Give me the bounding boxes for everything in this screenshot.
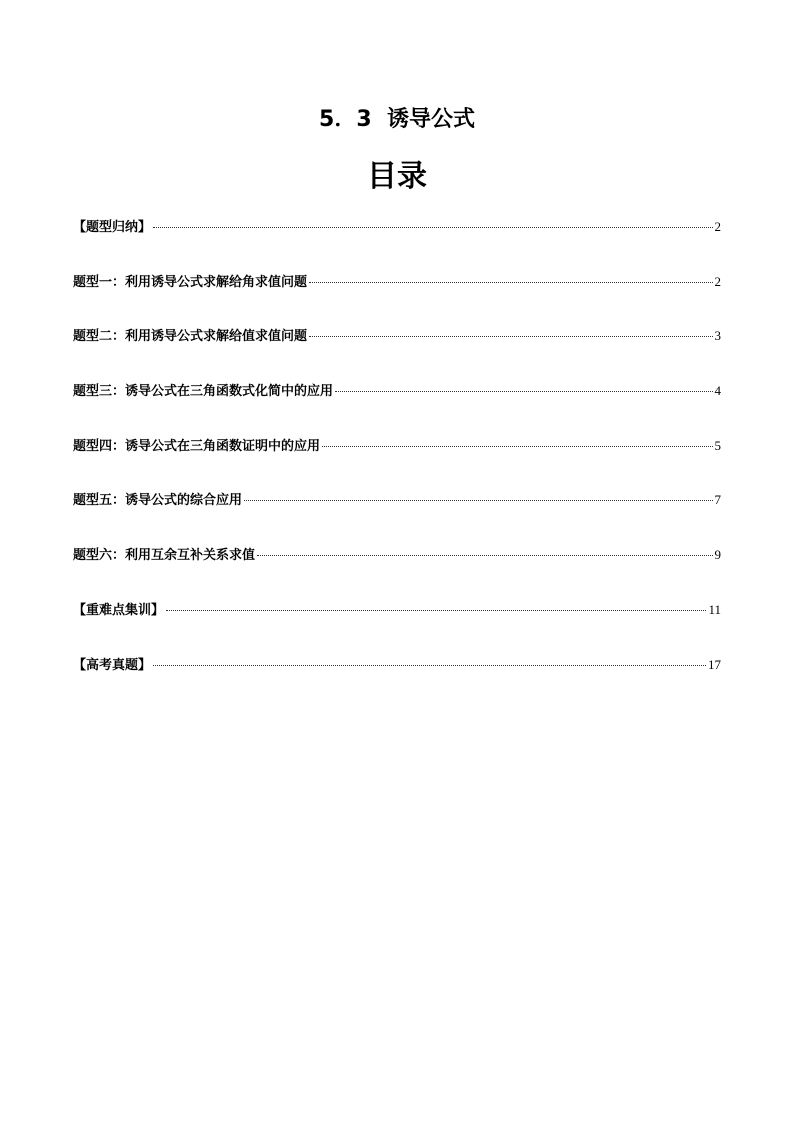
toc-dot-leader [244,500,712,501]
toc-entry-label: 【高考真题】 [73,657,152,673]
toc-page-number: 2 [714,219,721,234]
toc-entry-label: 题型四：诱导公式在三角函数证明中的应用 [73,438,321,454]
toc-entry-type-3[interactable] [73,380,721,400]
toc-entry-key-difficult-training[interactable] [73,599,721,619]
toc-entry-label: 【重难点集训】 [73,602,165,618]
toc-dot-leader [335,391,712,392]
toc-entry-label: 题型一：利用诱导公式求解给角求值问题 [73,274,308,290]
toc-entry-gaokao-questions[interactable] [73,654,721,674]
toc-entry-label: 题型三：诱导公式在三角函数式化简中的应用 [73,384,334,400]
toc-entry-type-5[interactable] [73,489,721,509]
toc-page-number: 9 [714,547,721,563]
toc-dot-leader [153,227,712,228]
toc-entry-type-2[interactable] [73,325,721,345]
toc-entry-label: 题型五：诱导公式的综合应用 [73,493,243,509]
toc-entry-label: 题型二：利用诱导公式求解给值求值问题 [73,329,308,345]
toc-page-number: 11 [708,601,721,617]
toc-list [73,216,721,708]
toc-entry-question-types[interactable] [73,216,721,236]
toc-dot-leader [322,446,712,447]
toc-page-number: 4 [714,383,721,399]
toc-dot-leader [309,336,712,337]
toc-dot-leader [309,282,712,283]
toc-page-number: 5 [714,437,721,453]
toc-entry-type-1[interactable] [73,271,721,291]
toc-entry-label: 【题型归纳】 [73,220,152,235]
toc-dot-leader [153,665,706,666]
toc-entry-type-4[interactable] [73,435,721,455]
toc-page-number: 3 [714,328,721,344]
toc-entry-type-6[interactable] [73,544,721,564]
toc-page-number: 7 [714,492,721,508]
toc-heading: 目录 [367,159,427,194]
toc-entry-label: 题型六：利用互余互补关系求值 [73,548,256,564]
toc-page-number: 2 [714,273,721,289]
toc-dot-leader [257,555,712,556]
toc-page-number: 17 [708,656,721,672]
document-title: 5．3 诱导公式 [319,107,475,132]
toc-dot-leader [166,610,706,611]
